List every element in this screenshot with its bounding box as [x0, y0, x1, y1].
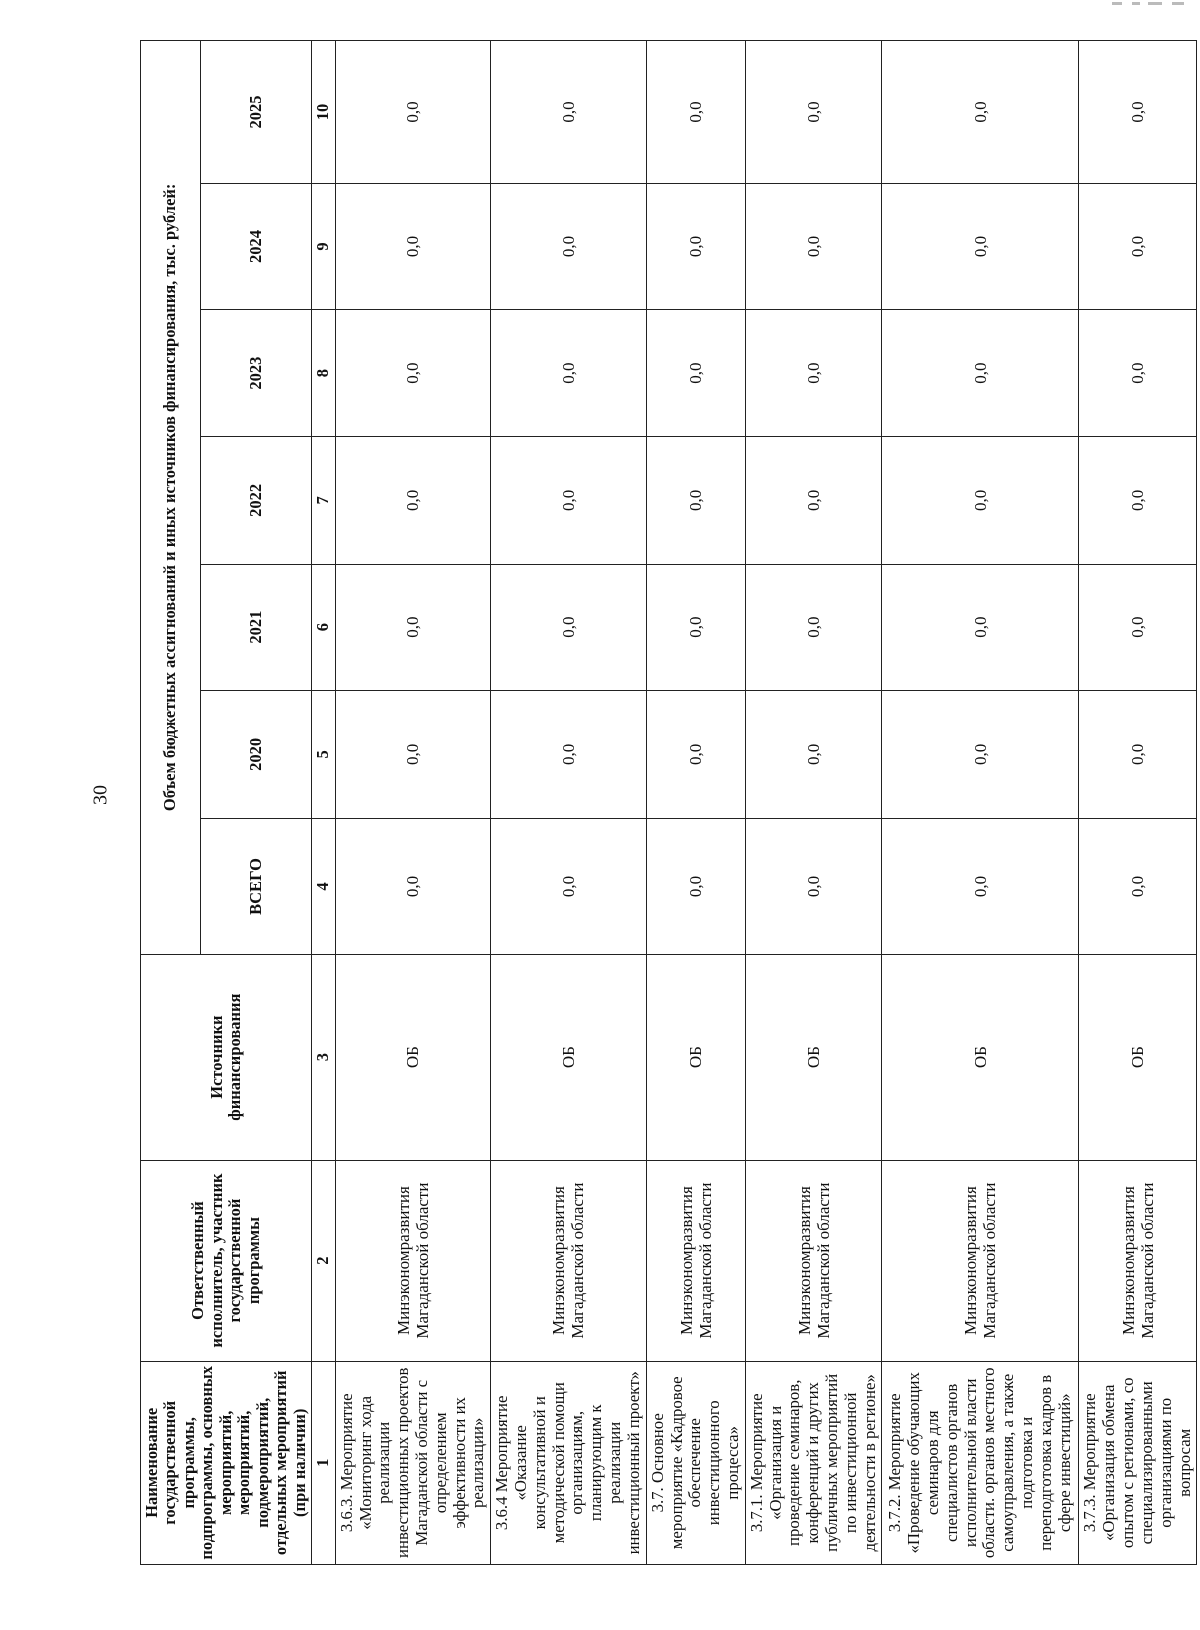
row-value: 0,0 — [745, 41, 882, 184]
table-row — [335, 41, 491, 1565]
header-year: 2025 — [201, 41, 312, 184]
row-name: 3.7.2. Мероприятие «Проведение обучающих семинаров для специалистов органов исполнительной власти области. органов местного самоуправления, а также подготовка и переподготовка кадров в сфере инвестиций» — [882, 1361, 1079, 1564]
row-value: 0,0 — [491, 564, 647, 690]
header-volume: Объем бюджетных ассигнований и иных источников финансирования, тыс. рублей: — [141, 41, 201, 955]
column-number: 1 — [312, 1361, 335, 1564]
row-value: 0,0 — [335, 819, 491, 955]
row-value: 0,0 — [646, 690, 745, 818]
row-source: ОБ — [646, 954, 745, 1160]
row-source: ОБ — [745, 954, 882, 1160]
row-value: 0,0 — [882, 41, 1079, 184]
row-value: 0,0 — [745, 564, 882, 690]
header-year: 2020 — [201, 690, 312, 818]
header-year: 2022 — [201, 437, 312, 564]
header-name: Наименование государственной программы, подпрограммы, основных мероприятий, мероприятий, подмероприятий, отдельных мероприятий (при наличии) — [141, 1361, 312, 1564]
table-row — [491, 41, 647, 1565]
row-value: 0,0 — [646, 564, 745, 690]
scan-speck — [1112, 2, 1122, 5]
table-row — [1079, 41, 1197, 1565]
row-source: ОБ — [882, 954, 1079, 1160]
row-name: 3.6.4 Мероприятие «Оказание консультативной и методической помощи организациям, планирующим к реализации инвестиционный проект» — [491, 1361, 647, 1564]
row-value: 0,0 — [491, 310, 647, 437]
column-number-row — [312, 41, 335, 1565]
column-number: 3 — [312, 954, 335, 1160]
row-value: 0,0 — [335, 310, 491, 437]
row-value: 0,0 — [491, 819, 647, 955]
row-executor: Минэкономразвития Магаданской области — [335, 1160, 491, 1361]
row-value: 0,0 — [1079, 690, 1197, 818]
row-source: ОБ — [1079, 954, 1197, 1160]
header-executor: Ответственный исполнитель, участник государственной программы — [141, 1160, 312, 1361]
column-number: 10 — [312, 41, 335, 184]
row-name: 3.7.3. Мероприятие «Организация обмена опытом с регионами, со специализированными организациями по вопросам — [1079, 1361, 1197, 1564]
column-number: 7 — [312, 437, 335, 564]
row-value: 0,0 — [646, 183, 745, 309]
row-name: 3.7.1. Мероприятие «Организация и проведение семинаров, конференций и других публичных мероприятий по инвестиционной деятельности в регионе» — [745, 1361, 882, 1564]
row-value: 0,0 — [335, 41, 491, 184]
header-year-total: ВСЕГО — [201, 819, 312, 955]
column-number: 2 — [312, 1160, 335, 1361]
scan-speck — [1172, 2, 1184, 5]
table-body — [335, 41, 1197, 1565]
row-value: 0,0 — [745, 310, 882, 437]
rotated-page — [140, 40, 1194, 1565]
row-executor: Минэкономразвития Магаданской области — [745, 1160, 882, 1361]
scan-speck — [1148, 2, 1162, 5]
row-name: 3.7. Основное мероприятие «Кадровое обеспечение инвестиционного процесса» — [646, 1361, 745, 1564]
table-row — [882, 41, 1079, 1565]
row-value: 0,0 — [1079, 310, 1197, 437]
row-value: 0,0 — [882, 819, 1079, 955]
row-value: 0,0 — [646, 819, 745, 955]
row-value: 0,0 — [1079, 41, 1197, 184]
table-row — [745, 41, 882, 1565]
column-number: 5 — [312, 690, 335, 818]
row-value: 0,0 — [646, 41, 745, 184]
row-value: 0,0 — [491, 690, 647, 818]
row-value: 0,0 — [335, 564, 491, 690]
row-value: 0,0 — [1079, 183, 1197, 309]
row-value: 0,0 — [882, 437, 1079, 564]
row-value: 0,0 — [882, 183, 1079, 309]
row-value: 0,0 — [745, 819, 882, 955]
table-header — [141, 41, 336, 1565]
row-value: 0,0 — [882, 690, 1079, 818]
column-number: 8 — [312, 310, 335, 437]
table-row — [646, 41, 745, 1565]
row-executor: Минэкономразвития Магаданской области — [1079, 1160, 1197, 1361]
budget-table — [140, 40, 1197, 1565]
header-sources: Источники финансирования — [141, 954, 312, 1160]
row-value: 0,0 — [335, 183, 491, 309]
row-value: 0,0 — [491, 183, 647, 309]
row-value: 0,0 — [646, 437, 745, 564]
row-value: 0,0 — [745, 690, 882, 818]
row-value: 0,0 — [1079, 437, 1197, 564]
row-value: 0,0 — [882, 310, 1079, 437]
row-executor: Минэкономразвития Магаданской области — [646, 1160, 745, 1361]
row-source: ОБ — [491, 954, 647, 1160]
column-number: 9 — [312, 183, 335, 309]
row-value: 0,0 — [1079, 564, 1197, 690]
header-year: 2023 — [201, 310, 312, 437]
row-value: 0,0 — [1079, 819, 1197, 955]
column-number: 6 — [312, 564, 335, 690]
row-value: 0,0 — [882, 564, 1079, 690]
column-number: 4 — [312, 819, 335, 955]
row-value: 0,0 — [491, 437, 647, 564]
row-value: 0,0 — [745, 437, 882, 564]
row-executor: Минэкономразвития Магаданской области — [491, 1160, 647, 1361]
row-value: 0,0 — [646, 310, 745, 437]
row-name: 3.6.3. Мероприятие «Мониторинг хода реализации инвестиционных проектов Магаданской области с определением эффективности их реализации» — [335, 1361, 491, 1564]
row-value: 0,0 — [335, 437, 491, 564]
row-value: 0,0 — [745, 183, 882, 309]
row-value: 0,0 — [491, 41, 647, 184]
scan-speck — [1132, 2, 1140, 5]
row-source: ОБ — [335, 954, 491, 1160]
header-year: 2021 — [201, 564, 312, 690]
row-value: 0,0 — [335, 690, 491, 818]
header-year: 2024 — [201, 183, 312, 309]
row-executor: Минэкономразвития Магаданской области — [882, 1160, 1079, 1361]
